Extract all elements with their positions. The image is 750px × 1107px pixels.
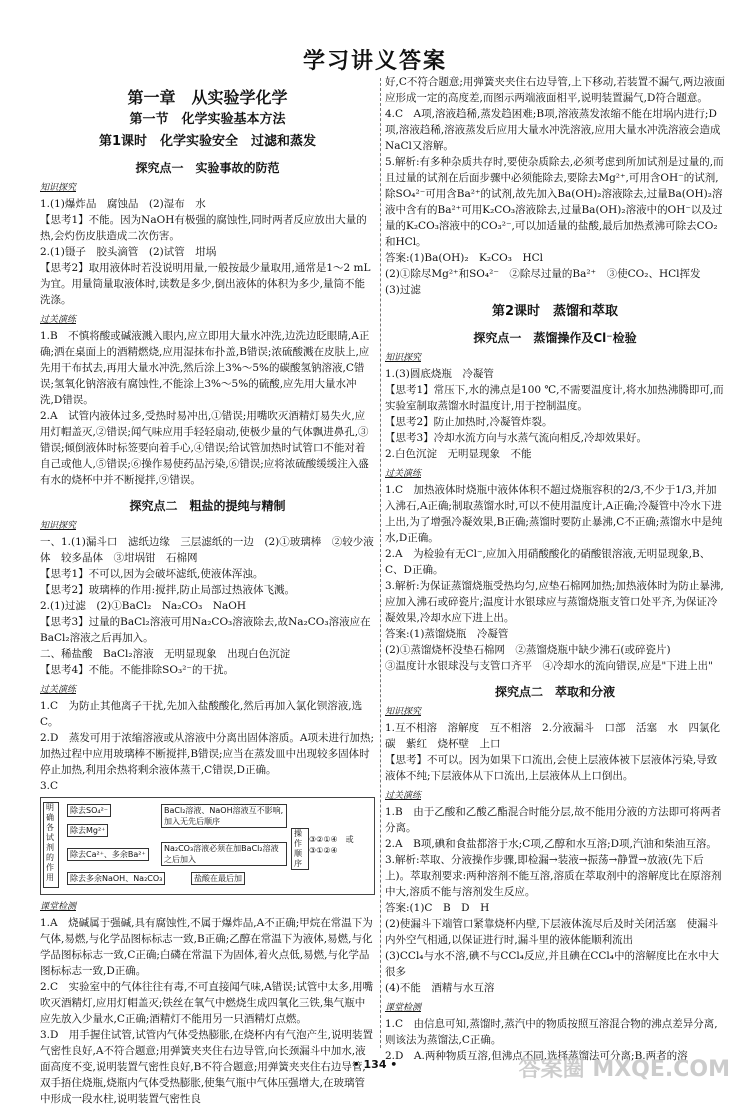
answer-block [40, 915, 375, 1107]
answer-line: 2.白色沉淀 无明显现象 不能 [385, 448, 532, 460]
answer-line: 【思考4】不能。不能排除SO₃²⁻的干扰。 [40, 664, 234, 676]
section-label: 知识探究 [40, 521, 77, 531]
section-label: 过关演练 [40, 315, 77, 325]
answer-line: 好,C不符合题意;用弹簧夹夹住右边导管,上下移动,若装置不漏气,两边液面应形成一定的高度差,而图示两端液面相平,说明装置漏气,D符合题意。 [385, 76, 725, 104]
section-label: 知识探究 [385, 707, 422, 717]
flow-sequence: ③②①④ 或③①②④ [309, 835, 354, 855]
answer-line: (2)①除尽Mg²⁺和SO₄²⁻ ②除尽过量的Ba²⁺ ③使CO₂、HCl挥发 [385, 268, 701, 280]
answer-line: 2.C 实验室中的气体往往有毒,不可直接闻气味,A错误;试管中太多,用嘴吹灭酒精灯,应用灯帽盖灭;铁丝在氧气中燃烧生成四氧化三铁,集气瓶中应先放入少量水,C正确;酒精灯不能用另一只酒精灯点燃。 [40, 981, 374, 1025]
answer-line: 【思考1】不可以,因为会破坏滤纸,使液体浑浊。 [40, 568, 264, 580]
section-label: 课堂检测 [40, 902, 77, 912]
answer-line: 【思考2】防止加热时,冷凝管炸裂。 [385, 416, 553, 428]
topic-heading-1: 探究点一 实验事故的防范 [135, 161, 280, 175]
answer-line: (2)使漏斗下端管口紧靠烧杯内壁,下层液体流尽后及时关闭活塞 使漏斗内外空气相通,以保证进行时,漏斗里的液体能顺利流出 [385, 918, 719, 946]
flow-note-1: BaCl₂溶液、NaOH溶液互不影响,加入无先后顺序 [161, 804, 287, 828]
answer-line: 二、稀盐酸 BaCl₂溶液 无明显现象 出现白色沉淀 [40, 648, 291, 660]
section-label: 过关演练 [40, 685, 77, 695]
answer-line: 2.D 蒸发可用于浓缩溶液或从溶液中分离出固体溶质。A项未进行加热;加热过程中应用玻璃棒不断搅拌,B错误;应当在蒸发皿中出现较多固体时停止加热,利用余热将剩余液体蒸干,C错误,D正确。 [40, 732, 375, 776]
answer-line: 5.解析:有多种杂质共存时,要使杂质除去,必须考虑到所加试剂是过量的,而且过量的试剂在后面步骤中必须能除去,要除去Mg²⁺,可用含OH⁻的试剂,除SO₄²⁻可用含Ba²⁺的试剂,故先加入Ba(OH)₂溶液除去,过量Ba(OH)₂溶液中含有的Ba²⁺可用K₂CO₃溶液除去,过量Ba(OH)₂溶液中的OH⁻以及过量的K₂CO₃溶液中的CO₃²⁻,可以加适量的盐酸,最后加热煮沸可除去CO₂和HCl。 [385, 156, 724, 248]
answer-line: 【思考2】取用液体时若没说明用量,一般按最少量取用,通常是1～2 mL为宜。用量筒量取液体时,读数是多少,倒出液体的体积为多少,量筒不能洗涤。 [40, 262, 371, 306]
answer-line: 4.C A项,溶液趋稀,蒸发趋困难;B项,溶液蒸发浓缩不能在坩埚内进行;D项,溶液趋稀,溶液蒸发后应用大量水冲洗溶液,应用大量水冲洗溶液会造成NaCl又溶解。 [385, 108, 721, 152]
answer-line: 3.解析:为保证蒸馏烧瓶受热均匀,应垫石棉网加热;加热液体时为防止暴沸,应加入沸石或碎瓷片;温度计水银球应与蒸馏烧瓶支管口处平齐,为保证冷凝效果,冷却水应下进上出。 [385, 580, 724, 624]
flow-box-3: 除去Ca²⁺、多余Ba²⁺ [67, 848, 149, 861]
flow-left-label: 明确各试剂的作用 [43, 802, 59, 888]
page-title: 学习讲义答案 [302, 49, 447, 74]
flow-box-2: 除去Mg²⁺ [67, 824, 108, 837]
lesson-heading-2: 第2课时 蒸馏和萃取 [491, 304, 619, 319]
flowchart [40, 797, 375, 895]
answer-line: 1.C 由信息可知,蒸馏时,蒸汽中的物质按照互溶混合物的沸点差异分离,则该法为蒸馏法,C正确。 [385, 1018, 718, 1046]
answer-block [385, 482, 725, 674]
right-column [385, 74, 725, 1064]
answer-block [385, 366, 725, 462]
answer-line: 2.(1)镊子 胶头滴管 (2)试管 坩埚 [40, 246, 217, 258]
answer-line: 答案:(1)蒸馏烧瓶 冷凝管 [385, 628, 509, 640]
flow-note-3: 盐酸在最后加 [191, 872, 245, 885]
answer-line: 1.(1)爆炸品 腐蚀品 (2)湿布 水 [40, 198, 206, 210]
answer-block [385, 804, 725, 996]
chapter-heading: 第一章 从实验学化学 [127, 88, 288, 107]
section-label: 过关演练 [385, 469, 422, 479]
watermark: 答案圈 MXQE.COM [518, 1057, 730, 1082]
answer-line: 1.(3)圆底烧瓶 冷凝管 [385, 368, 494, 380]
section-heading: 第一节 化学实验基本方法 [129, 112, 286, 127]
answer-block [40, 534, 375, 678]
answer-line: 【思考】不可以。因为如果下口流出,会使上层液体被下层液体污染,导致液体不纯;下层液体从下口流出,上层液体从上口倒出。 [385, 754, 718, 782]
answer-line: 2.A 为检验有无Cl⁻,应加入用硝酸酸化的硝酸银溶液,无明显现象,B、C、D正确。 [385, 548, 711, 576]
answer-line: 1.C 加热液体时烧瓶中液体体积不超过烧瓶容积的2/3,不少于1/3,并加入沸石,A正确;制取蒸馏水时,可以不使用温度计,A正确;冷凝管中冷水下进上出,为了增强冷凝效果,B正确;蒸馏时要防止暴沸,C不正确;蒸馏水中是纯水,D正确。 [385, 484, 723, 544]
answer-line: 2.D A.两种物质互溶,但沸点不同,选择蒸馏法可分离;B.两者的溶 [385, 1050, 688, 1062]
answer-line: 1.互不相溶 溶解度 互不相溶 2.分液漏斗 口部 活塞 水 四氯化碳 紫红 烧杯壁 上口 [385, 722, 721, 750]
answer-block [385, 720, 725, 784]
answer-line: 3.解析:萃取、分液操作步骤,即检漏→装液→振荡→静置→放液(先下后上)。萃取剂要求:两种溶剂不能互溶,溶质在萃取剂中的溶解度比在原溶剂中大,溶质不能与溶剂发生反应。 [385, 854, 722, 898]
answer-line: 1.C 为防止其他离子干扰,先加入盐酸酸化,然后再加入氯化钡溶液,选C。 [40, 700, 363, 728]
answer-line: 1.A 烧碱属于强碱,具有腐蚀性,不属于爆炸品,A不正确;甲烷在常温下为气体,易燃,与化学品图标标志一致,B正确;乙醇在常温下为液体,易燃,与化学品图标标志一致,C正确;白磷在常温下为固体,着火点低,易燃,与化学品图标标志一致,D正确。 [40, 917, 373, 977]
section-label: 知识探究 [40, 183, 77, 193]
answer-line: 【思考1】常压下,水的沸点是100 ℃,不需要温度计,将水加热沸腾即可,而实验室制取蒸馏水时温度计,用于控制温度。 [385, 384, 724, 412]
answer-line: (4)不能 酒精与水互溶 [385, 982, 495, 994]
answer-line: 2.A 试管内液体过多,受热时易冲出,①错误;用嘴吹灭酒精灯易失火,应用灯帽盖灭,②错误;闻气味应用手轻轻扇动,使极少量的气体飘进鼻孔,③错误;倾倒液体时标签要向着手心,④错误;给试管加热时试管口不能对着自己或他人,⑤错误;⑥操作易使药品污染,⑥错误;应将浓硫酸缓缓注入盛有水的烧杯中并不断搅拌,⑨错误。 [40, 410, 369, 486]
answer-line: 1.B 不慎将酸或碱液溅入眼内,应立即用大量水冲洗,边洗边眨眼睛,A正确;洒在桌面上的酒精燃烧,应用湿抹布扑盖,B错误;浓硫酸溅在皮肤上,应先用干布拭去,再用大量水冲洗,然后涂上3%～5%的碳酸氢钠溶液,C错误;氢氧化钠溶液有腐蚀性,不能涂上3%～5%的硫酸,应先用大量水冲洗,D错误。 [40, 330, 370, 406]
answer-block [40, 328, 375, 488]
section-label: 过关演练 [385, 791, 422, 801]
answer-line: 一、1.(1)漏斗口 滤纸边缘 三层滤纸的一边 (2)①玻璃棒 ②较少液体 较多晶体 ③坩埚钳 石棉网 [40, 536, 374, 564]
answer-line: 答案:(1)Ba(OH)₂ K₂CO₃ HCl [385, 252, 544, 264]
topic-heading-2: 探究点二 粗盐的提纯与精制 [129, 499, 286, 513]
answer-line: 【思考3】过量的BaCl₂溶液可用Na₂CO₃溶液除去,故Na₂CO₃溶液应在BaCl₂溶液之后再加入。 [40, 616, 371, 644]
answer-line: 3.C [40, 780, 59, 792]
section-label: 课堂检测 [385, 1003, 422, 1013]
page-number: • 134 • [352, 1058, 398, 1071]
topic-heading-3: 探究点一 蒸馏操作及Cl⁻检验 [473, 331, 637, 345]
answer-line: 【思考3】冷却水流方向与水蒸气流向相反,冷却效果好。 [385, 432, 648, 444]
flow-box-4: 除去多余NaOH、Na₂CO₃ [67, 872, 165, 885]
flow-op-label: 操作顺序 [291, 828, 309, 870]
answer-block [385, 74, 725, 298]
answer-line: (2)①蒸馏烧杯没垫石棉网 ②蒸馏烧瓶中缺少沸石(或碎瓷片) [385, 644, 671, 656]
answer-line: 2.A B项,碘和食盐都溶于水;C项,乙醇和水互溶;D项,汽油和柴油互溶。 [385, 838, 717, 850]
answer-line: 1.B 由于乙酸和乙酸乙酯混合时能分层,故不能用分液的方法即可将两者分离。 [385, 806, 722, 834]
left-column [40, 84, 375, 1107]
answer-line: (3)CCl₄与水不溶,碘不与CCl₄反应,并且碘在CCl₄中的溶解度比在水中大很多 [385, 950, 719, 978]
flow-note-2: Na₂CO₃溶液必须在加BaCl₂溶液之后加入 [161, 842, 287, 866]
column-divider [380, 78, 382, 1048]
answer-line: 3.D 用手握住试管,试管内气体受热膨胀,在烧杯内有气泡产生,说明装置气密性良好,A不符合题意;用弹簧夹夹住右边导管,向长颈漏斗中加水,液面高度不变,说明装置气密性良好,B不符合题意;用弹簧夹夹住右边导管,双手捂住烧瓶,烧瓶内气体受热膨胀,使集气瓶中气体压强增大,在玻璃管中形成一段水柱,说明装置气密性良 [40, 1029, 373, 1105]
answer-line: 答案:(1)C B D H [385, 902, 490, 914]
lesson-heading-1: 第1课时 化学实验安全 过滤和蒸发 [98, 134, 317, 149]
section-label: 知识探究 [385, 353, 422, 363]
flow-box-1: 除去SO₄²⁻ [67, 804, 111, 817]
answer-line: 【思考1】不能。因为NaOH有极强的腐蚀性,同时两者反应放出大量的热,会灼伤皮肤造成二次伤害。 [40, 214, 367, 242]
answer-line: (3)过滤 [385, 284, 421, 296]
topic-heading-4: 探究点二 萃取和分液 [494, 685, 615, 699]
answer-line: 【思考2】玻璃棒的作用:搅拌,防止局部过热液体飞溅。 [40, 584, 296, 596]
answer-line: ③温度计水银球没与支管口齐平 ④冷却水的流向错误,应是"下进上出" [385, 660, 713, 672]
answer-line: 2.(1)过滤 (2)①BaCl₂ Na₂CO₃ NaOH [40, 600, 247, 612]
answer-block [40, 196, 375, 308]
answer-block [40, 698, 375, 794]
